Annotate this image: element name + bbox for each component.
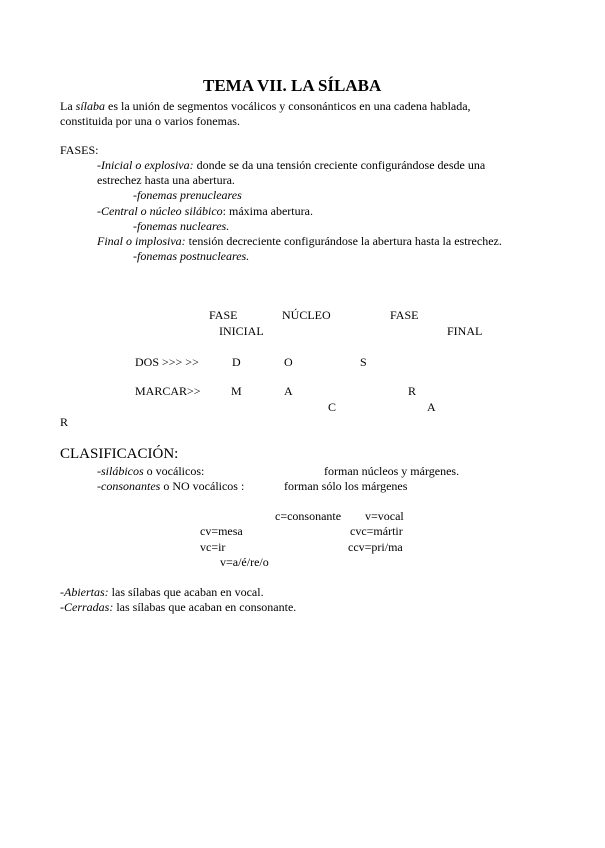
diagram-dos-o: O	[284, 355, 293, 369]
page-title: TEMA VII. LA SÍLABA	[203, 76, 382, 95]
diagram-row-dos-label: DOS >>> >>	[135, 355, 199, 369]
fase-central-line: -Central o núcleo silábico: máxima abertura.	[97, 204, 313, 218]
diagram-marcar-m: M	[231, 384, 242, 398]
tipo-cerradas: -Cerradas: las sílabas que acaban en consonante.	[60, 600, 297, 614]
notation-cv: cv=mesa	[200, 524, 243, 538]
diagram-nucleo: NÚCLEO	[282, 308, 331, 322]
diagram-fase-1: FASE	[209, 308, 238, 322]
diagram-marcar-r2: R	[60, 415, 69, 429]
diagram-marcar-a2: A	[427, 400, 436, 414]
intro-term: sílaba	[75, 99, 105, 113]
fases-heading: FASES:	[60, 143, 99, 157]
notation-cvc: cvc=mártir	[350, 524, 403, 538]
diagram-final: FINAL	[447, 324, 483, 338]
diagram-dos-s: S	[360, 355, 367, 369]
notation-vc: vc=ir	[200, 540, 226, 554]
diagram-marcar-a: A	[284, 384, 293, 398]
fase-final-sub: -fonemas postnucleares.	[133, 249, 250, 263]
notation-vv: v=a/é/re/o	[220, 555, 269, 569]
fase-central-sub: -fonemas nucleares.	[133, 219, 230, 233]
diagram-marcar-r: R	[408, 384, 417, 398]
notation-v: v=vocal	[365, 509, 404, 523]
diagram-marcar-c: C	[328, 400, 337, 414]
consonantes-label: -consonantes o NO vocálicos :	[97, 479, 245, 493]
diagram-dos-d: D	[232, 355, 241, 369]
diagram-row-marcar-label: MARCAR>>	[135, 384, 201, 398]
fase-inicial-sub: -fonemas prenucleares	[133, 188, 242, 202]
clasificacion-heading: CLASIFICACIÓN:	[60, 446, 179, 462]
silabicos-desc: forman núcleos y márgenes.	[324, 464, 460, 478]
fase-final-line: Final o implosiva: tensión decreciente configurándose la abertura hasta la estrechez.	[97, 234, 502, 248]
diagram-inicial: INICIAL	[219, 324, 264, 338]
tipo-abiertas: -Abiertas: las sílabas que acaban en vocal.	[60, 585, 264, 599]
fase-inicial-line-2: estrechez hasta una abertura.	[97, 173, 235, 187]
diagram-fase-2: FASE	[390, 308, 419, 322]
consonantes-desc: forman sólo los márgenes	[284, 479, 408, 493]
intro-line-2: constituida por una o varios fonemas.	[60, 114, 240, 128]
notation-c: c=consonante	[275, 509, 342, 523]
fase-inicial-line-1: -Inicial o explosiva: donde se da una tensión creciente configurándose desde una	[97, 158, 486, 172]
intro-line-1: La sílaba es la unión de segmentos vocálicos y consonánticos en una cadena hablada,	[60, 99, 471, 113]
notation-ccv: ccv=pri/ma	[348, 540, 403, 554]
silabicos-label: -silábicos o vocálicos:	[97, 464, 205, 478]
